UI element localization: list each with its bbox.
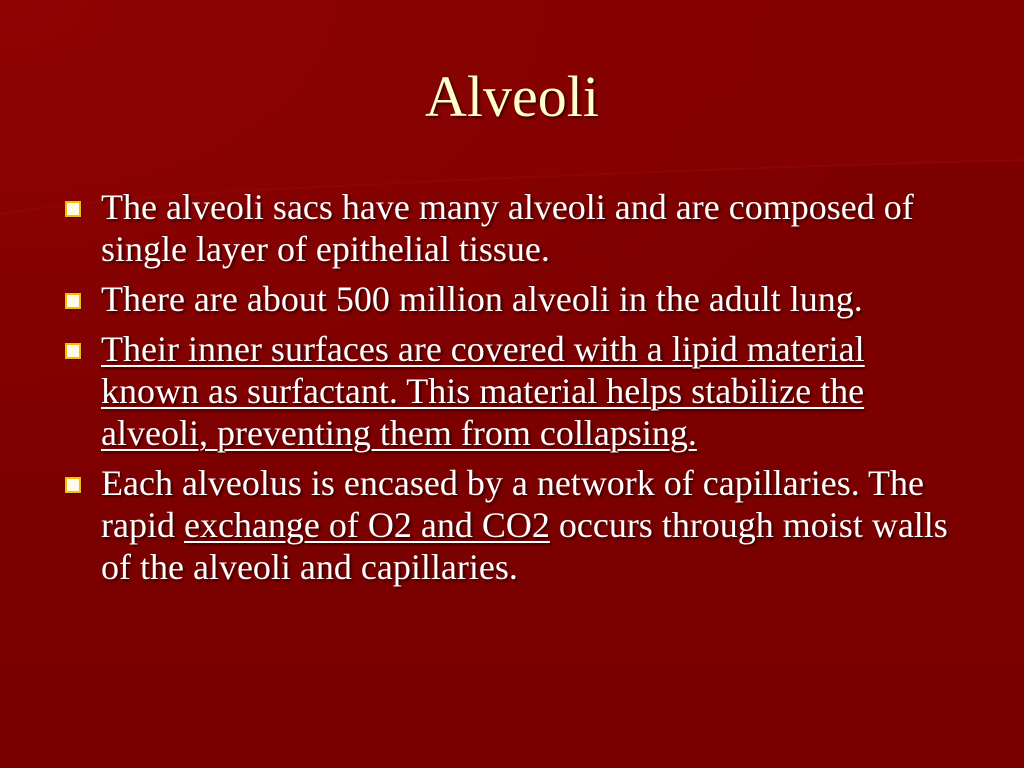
bullet-text: There are about 500 million alveoli in the adult lung.: [101, 279, 863, 319]
slide-title: Alveoli: [425, 64, 599, 129]
bullet-item: [58, 278, 958, 320]
hollow-square-bullet-icon: [65, 343, 81, 359]
bullet-item: [58, 186, 958, 270]
bullet-text: The alveoli sacs have many alveoli and are composed of single layer of epithelial tissue.: [101, 187, 914, 269]
hollow-square-bullet-icon: [65, 477, 81, 493]
bullet-item: [58, 462, 958, 588]
gas-exchange-link[interactable]: exchange of O2 and CO2: [183, 505, 550, 545]
hollow-square-bullet-icon: [65, 201, 81, 217]
hollow-square-bullet-icon: [65, 293, 81, 309]
bullet-text: Each alveolus is encased by a network of capillaries. The rapid: [101, 463, 925, 545]
bullet-item: [58, 328, 958, 454]
bullet-list: [58, 186, 958, 596]
bullet-text: occurs through moist walls of the alveoli and capillaries.: [101, 505, 948, 587]
surfactant-link[interactable]: Their inner surfaces are covered with a lipid material known as surfactant. This material helps stabilize the alveoli, preventing them from collapsing.: [101, 329, 865, 453]
